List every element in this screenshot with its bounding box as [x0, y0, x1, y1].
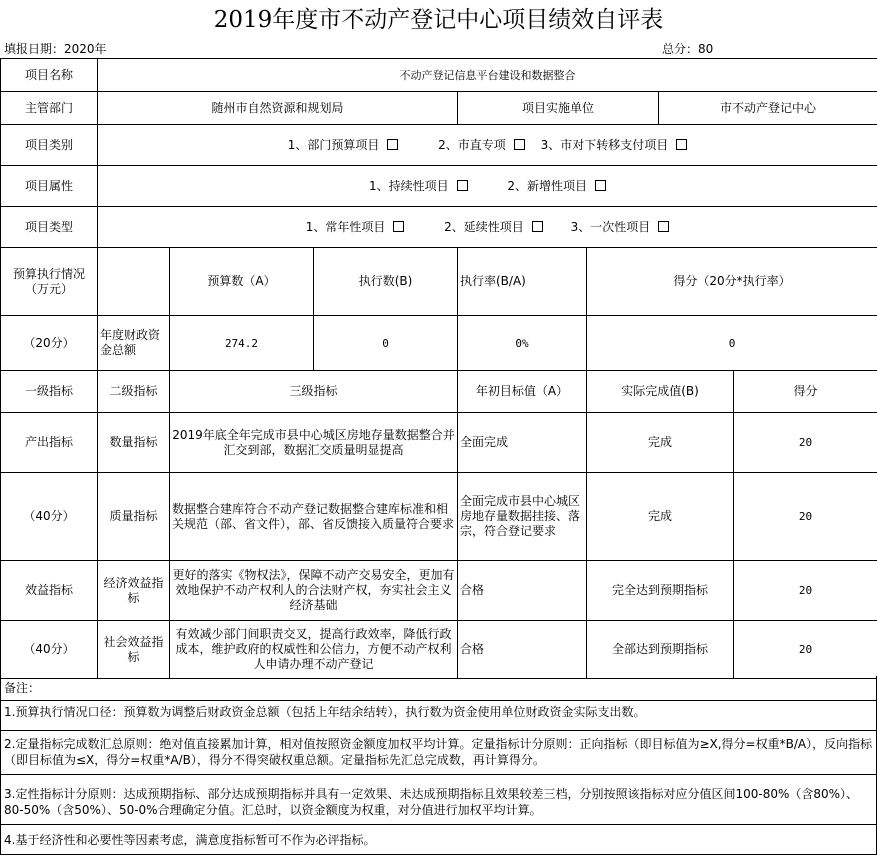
checkbox[interactable] [514, 139, 525, 150]
head-level2: 二级指标 [98, 371, 170, 413]
effect-label: 效益指标 [1, 561, 98, 621]
output-label: 产出指标 [1, 413, 98, 473]
exec-rate: 0% [458, 316, 587, 371]
divider [0, 700, 877, 701]
indicator-l3: 更好的落实《物权法》，保障不动产交易安全，更加有效地保护不动产权利人的合法财产权，夯实社会主义经济基础 [170, 561, 458, 621]
note-1: 1.预算执行情况口径：预算数为调整后财政资金总额（包括上年结余结转），执行数为资金使用单位财政资金实际支出数。 [4, 705, 646, 719]
indicator-l2: 数量指标 [98, 413, 170, 473]
impl-unit: 市不动产登记中心 [659, 92, 877, 125]
head-score: 得分 [734, 371, 877, 413]
page-title: 2019年度市不动产登记中心项目绩效自评表 [213, 7, 664, 33]
head-level3: 三级指标 [170, 371, 458, 413]
indicator-l3: 2019年底全年完成市县中心城区房地存量数据整合并汇交到部，数据汇交质量明显提高 [170, 413, 458, 473]
indicator-target: 全面完成 [458, 413, 587, 473]
attribute-label: 项目属性 [1, 166, 98, 207]
indicator-l2: 质量指标 [98, 473, 170, 561]
indicator-l2: 经济效益指标 [98, 561, 170, 621]
type-options [98, 207, 877, 248]
rate-header: 执行率(B/A) [458, 248, 587, 316]
budget-score: 0 [587, 316, 877, 371]
indicator-score: 20 [734, 621, 877, 679]
checkbox[interactable] [676, 139, 687, 150]
annual-fund-label: 年度财政资金总额 [98, 316, 170, 371]
indicator-score: 20 [734, 413, 877, 473]
indicator-target: 合格 [458, 621, 587, 679]
type-label: 项目类型 [1, 207, 98, 248]
head-target: 年初目标值（A） [458, 371, 587, 413]
fill-date: 填报日期：2020年 [4, 42, 107, 56]
divider [0, 824, 877, 825]
indicator-l2: 社会效益指标 [98, 621, 170, 679]
head-actual: 实际完成值(B) [587, 371, 734, 413]
indicator-target: 全面完成市县中心城区房地存量数据挂接、落宗，符合登记要求 [458, 473, 587, 561]
divider [0, 730, 877, 731]
category-option-1: 1、部门预算项目 [287, 137, 380, 152]
checkbox[interactable] [532, 221, 543, 232]
divider [0, 774, 877, 775]
project-name-label: 项目名称 [1, 59, 98, 92]
category-option-3: 3、市对下转移支付项目 [540, 137, 669, 152]
type-option-3: 3、一次性项目 [570, 219, 651, 234]
note-2: 2.定量指标完成数汇总原则：绝对值直接累加计算，相对值按照资金额度加权平均计算。定量指标计分原则：正向指标（即目标值为≥X,得分=权重*B/A），反向指标（即目标值为≤X，得分=权重*A/B），得分不得突破权重总额。定量指标先汇总完成数，再计算得分。 [4, 737, 873, 767]
budget-score-header: 得分（20分*执行率） [587, 248, 877, 316]
indicator-actual: 完成 [587, 473, 734, 561]
effect-score: （40分） [1, 621, 98, 679]
checkbox[interactable] [595, 180, 606, 191]
budget-score-label: （20分） [1, 316, 98, 371]
evaluation-table [0, 58, 877, 679]
notes-label: 备注： [4, 681, 41, 695]
checkbox[interactable] [393, 221, 404, 232]
indicator-score: 20 [734, 473, 877, 561]
indicator-actual: 完全达到预期指标 [587, 561, 734, 621]
head-level1: 一级指标 [1, 371, 98, 413]
attribute-options [98, 166, 877, 207]
indicator-l3: 有效减少部门间职责交叉，提高行政效率，降低行政成本，维护政府的权威性和公信力，方便不动产权利人申请办理不动产登记 [170, 621, 458, 679]
exec-amount: 0 [314, 316, 458, 371]
note-4: 4.基于经济性和必要性等因素考虑，满意度指标暂可不作为必评指标。 [4, 833, 376, 847]
indicator-score: 20 [734, 561, 877, 621]
dept-value: 随州市自然资源和规划局 [98, 92, 458, 125]
type-option-1: 1、常年性项目 [305, 219, 386, 234]
indicator-l3: 数据整合建库符合不动产登记数据整合建库标准和相关规范（部、省文件），部、省反馈接入质量符合要求 [170, 473, 458, 561]
dept-label: 主管部门 [1, 92, 98, 125]
impl-label: 项目实施单位 [458, 92, 659, 125]
budget-header-a: 预算数（A） [170, 248, 314, 316]
note-3: 3.定性指标计分原则：达成预期指标、部分达成预期指标并具有一定效果、未达成预期指标且效果较差三档，分别按照该指标对应分值区间100-80%（含80%）、80-50%（含50%）、50-0%合理确定分值。汇总时，以资金额度为权重，对分值进行加权平均计算。 [4, 787, 859, 817]
type-option-2: 2、延续性项目 [444, 219, 524, 234]
indicator-target: 合格 [458, 561, 587, 621]
budget-label: 预算执行情况（万元） [1, 248, 98, 316]
budget-empty [98, 248, 170, 316]
checkbox[interactable] [457, 180, 468, 191]
category-label: 项目类别 [1, 125, 98, 166]
output-score: （40分） [1, 473, 98, 561]
attribute-option-2: 2、新增性项目 [507, 178, 588, 193]
project-name: 不动产登记信息平台建设和数据整合 [98, 59, 877, 92]
budget-amount: 274.2 [170, 316, 314, 371]
category-options [98, 125, 877, 166]
checkbox[interactable] [658, 221, 669, 232]
checkbox[interactable] [387, 139, 398, 150]
category-option-2: 2、市直专项 [438, 137, 506, 152]
attribute-option-1: 1、持续性项目 [368, 178, 449, 193]
total-score: 总分：80 [662, 42, 714, 56]
indicator-actual: 全部达到预期指标 [587, 621, 734, 679]
exec-header-b: 执行数(B) [314, 248, 458, 316]
indicator-actual: 完成 [587, 413, 734, 473]
